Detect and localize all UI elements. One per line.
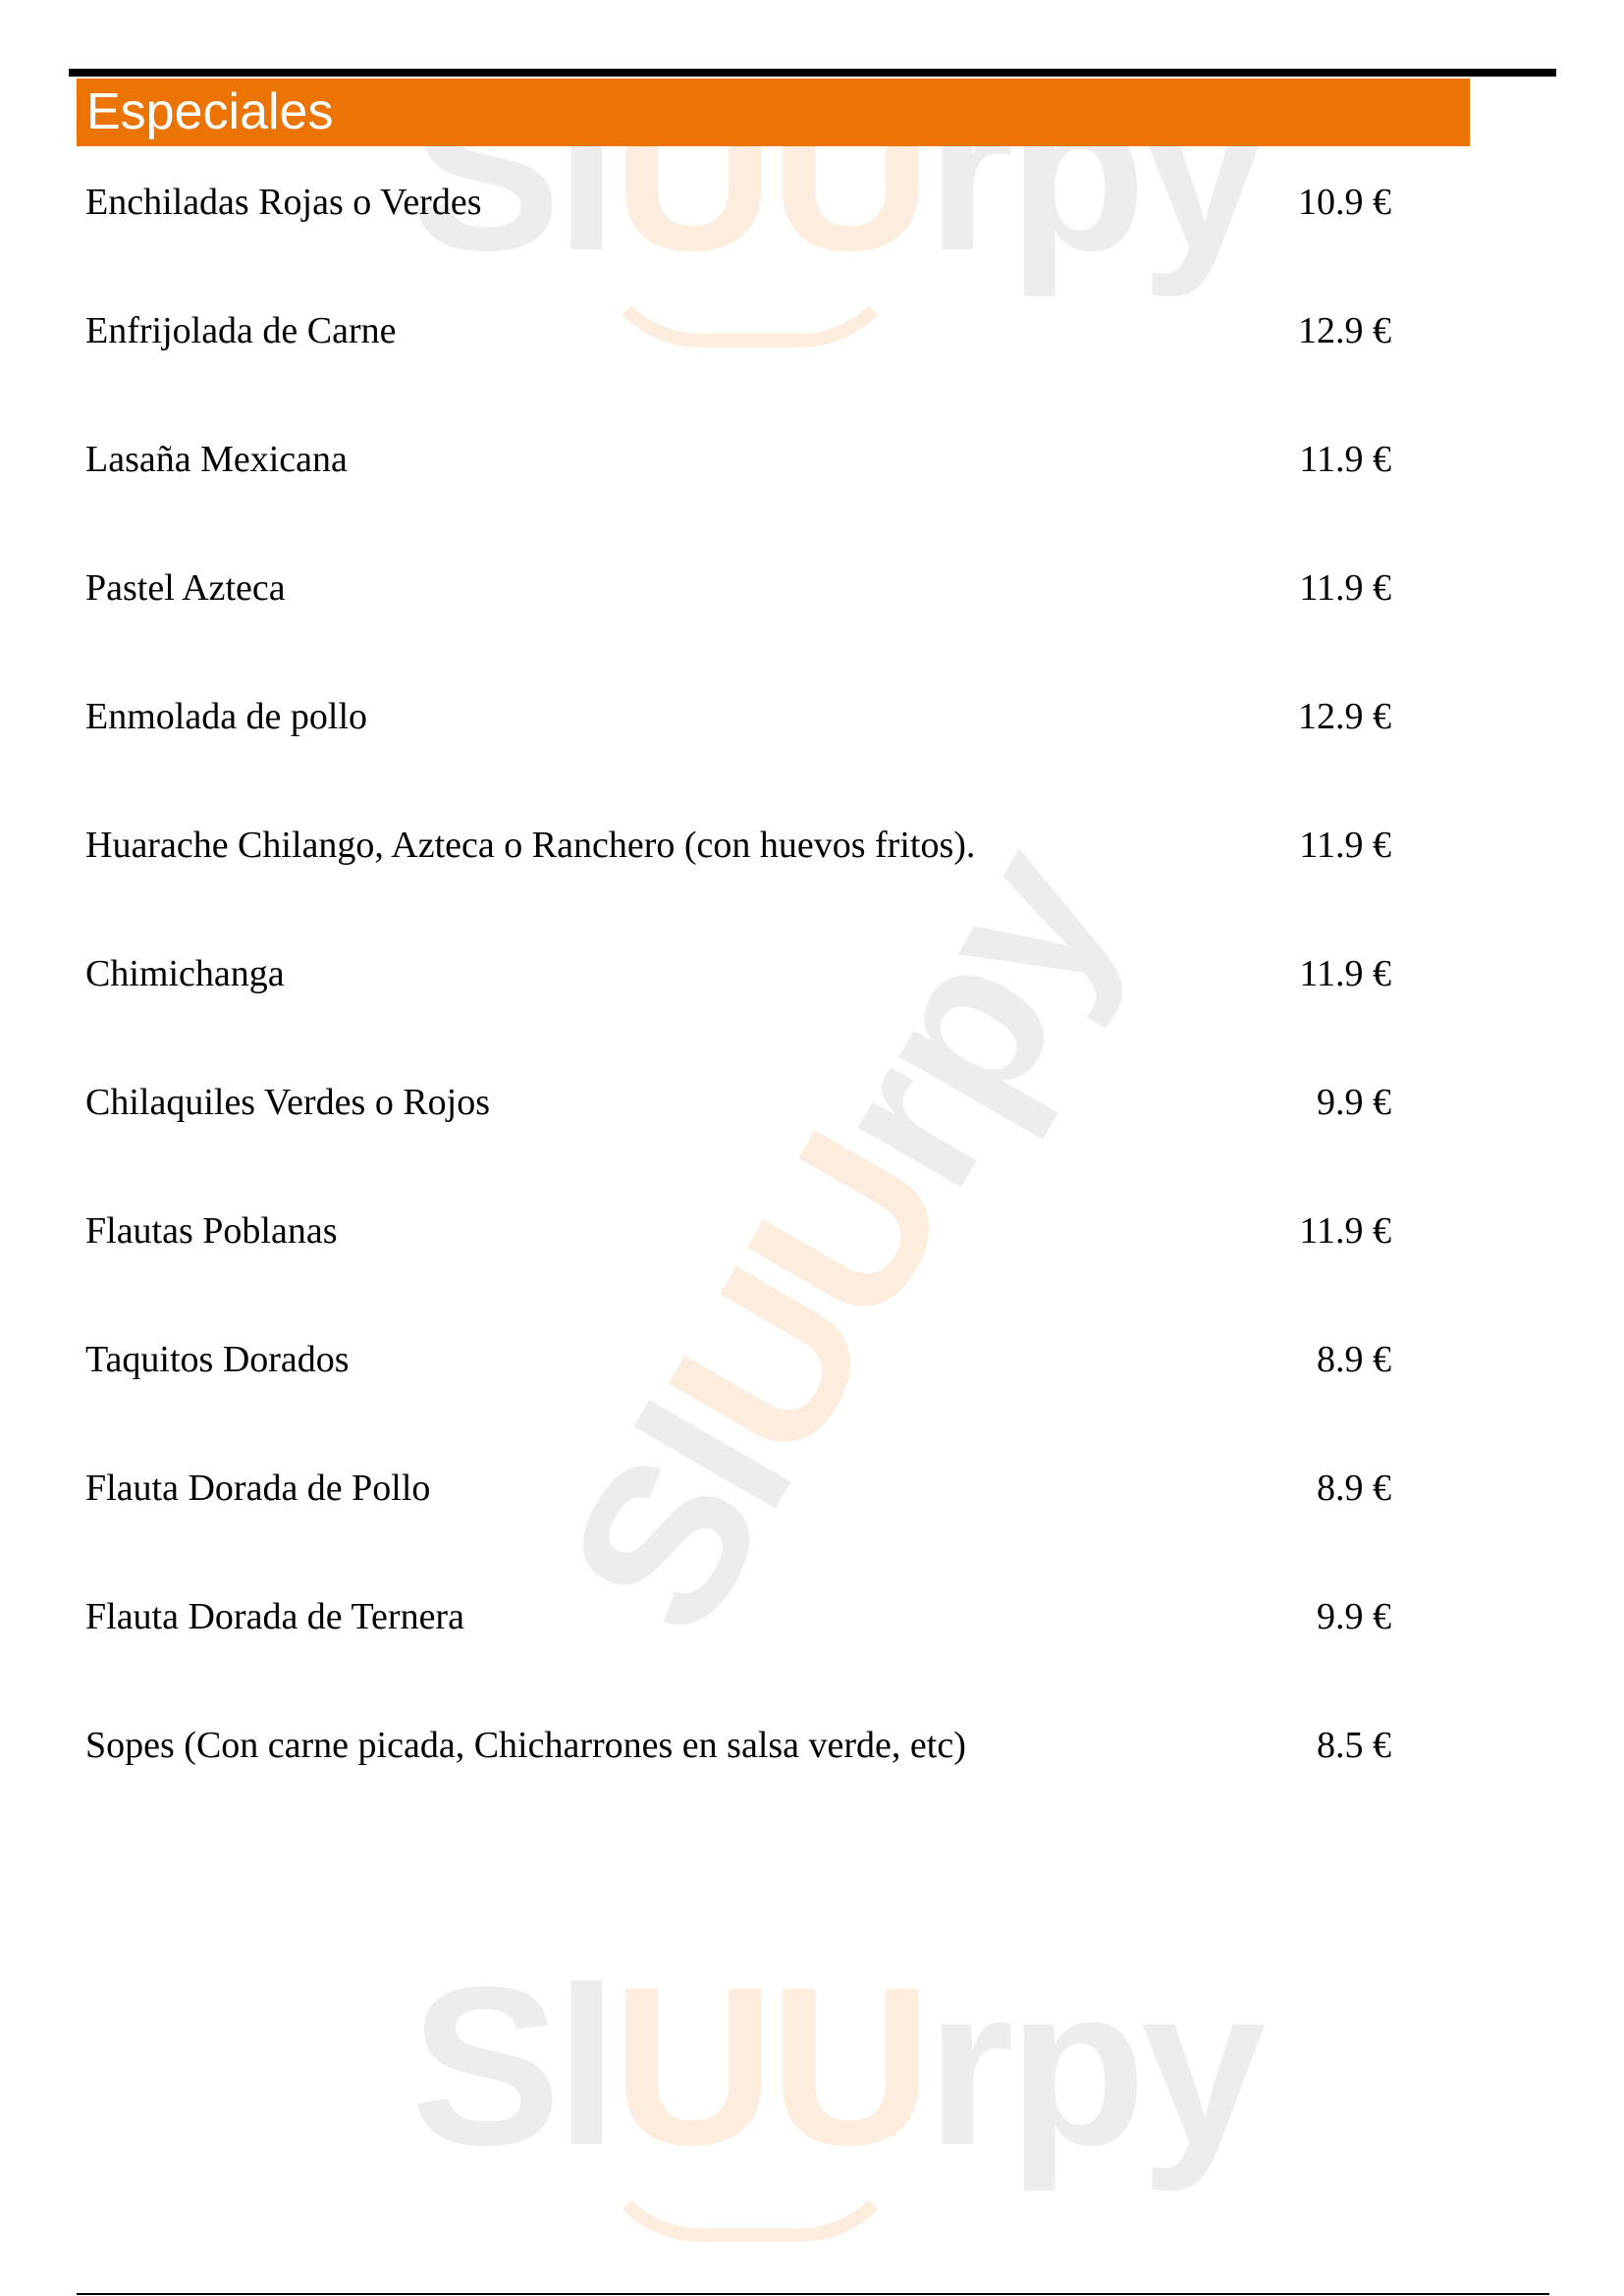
menu-item-price: 11.9 € (1299, 439, 1391, 480)
menu-item-name: Chilaquiles Verdes o Rojos (85, 1082, 491, 1123)
menu-item-price: 8.9 € (1317, 1339, 1391, 1380)
menu-item-price: 11.9 € (1299, 567, 1391, 609)
menu-item-list (85, 171, 1391, 1842)
menu-item (85, 1457, 1391, 1585)
menu-item-price: 12.9 € (1298, 696, 1391, 737)
menu-item-price: 10.9 € (1298, 182, 1391, 223)
menu-item (85, 1714, 1391, 1842)
menu-item (85, 557, 1391, 685)
slurpy-watermark-logo: SlUUrpy (410, 45, 1261, 297)
menu-item-price: 11.9 € (1299, 953, 1391, 994)
menu-item (85, 814, 1391, 942)
menu-item-name: Flautas Poblanas (85, 1210, 338, 1252)
menu-item-price: 12.9 € (1298, 310, 1391, 351)
menu-item (85, 1585, 1391, 1714)
menu-item-name: Enfrijolada de Carne (85, 310, 397, 351)
menu-item-price: 8.5 € (1317, 1725, 1391, 1766)
menu-item-price: 11.9 € (1299, 825, 1391, 866)
slurpy-watermark-logo-rotated: SlUUrpy (517, 809, 1163, 1672)
slurpy-watermark-smile-icon (589, 2130, 911, 2242)
menu-item-name: Flauta Dorada de Pollo (85, 1468, 431, 1509)
menu-item (85, 1071, 1391, 1200)
menu-item-name: Huarache Chilango, Azteca o Ranchero (con huevos fritos). (85, 825, 976, 866)
menu-item-name: Chimichanga (85, 953, 285, 994)
menu-item-name: Lasaña Mexicana (85, 439, 348, 480)
menu-item-price: 8.9 € (1317, 1468, 1391, 1509)
menu-item (85, 685, 1391, 814)
menu-item-name: Taquitos Dorados (85, 1339, 350, 1380)
section-title: Especiales (77, 79, 1470, 146)
menu-item-price: 9.9 € (1317, 1082, 1391, 1123)
menu-item-price: 11.9 € (1299, 1210, 1391, 1252)
menu-item (85, 942, 1391, 1071)
bottom-divider (77, 2293, 1549, 2295)
menu-item-name: Enchiladas Rojas o Verdes (85, 182, 482, 223)
menu-item-name: Pastel Azteca (85, 567, 286, 609)
menu-item (85, 171, 1391, 299)
menu-item-name: Sopes (Con carne picada, Chicharrones en salsa verde, etc) (85, 1725, 966, 1766)
menu-item (85, 299, 1391, 428)
menu-item-price: 9.9 € (1317, 1596, 1391, 1637)
menu-item-name: Enmolada de pollo (85, 696, 368, 737)
top-divider (69, 69, 1556, 77)
menu-item (85, 1200, 1391, 1328)
menu-item-name: Flauta Dorada de Ternera (85, 1596, 464, 1637)
menu-item (85, 1328, 1391, 1457)
slurpy-watermark-logo-bottom: SlUUrpy (410, 1940, 1261, 2192)
menu-item (85, 428, 1391, 557)
